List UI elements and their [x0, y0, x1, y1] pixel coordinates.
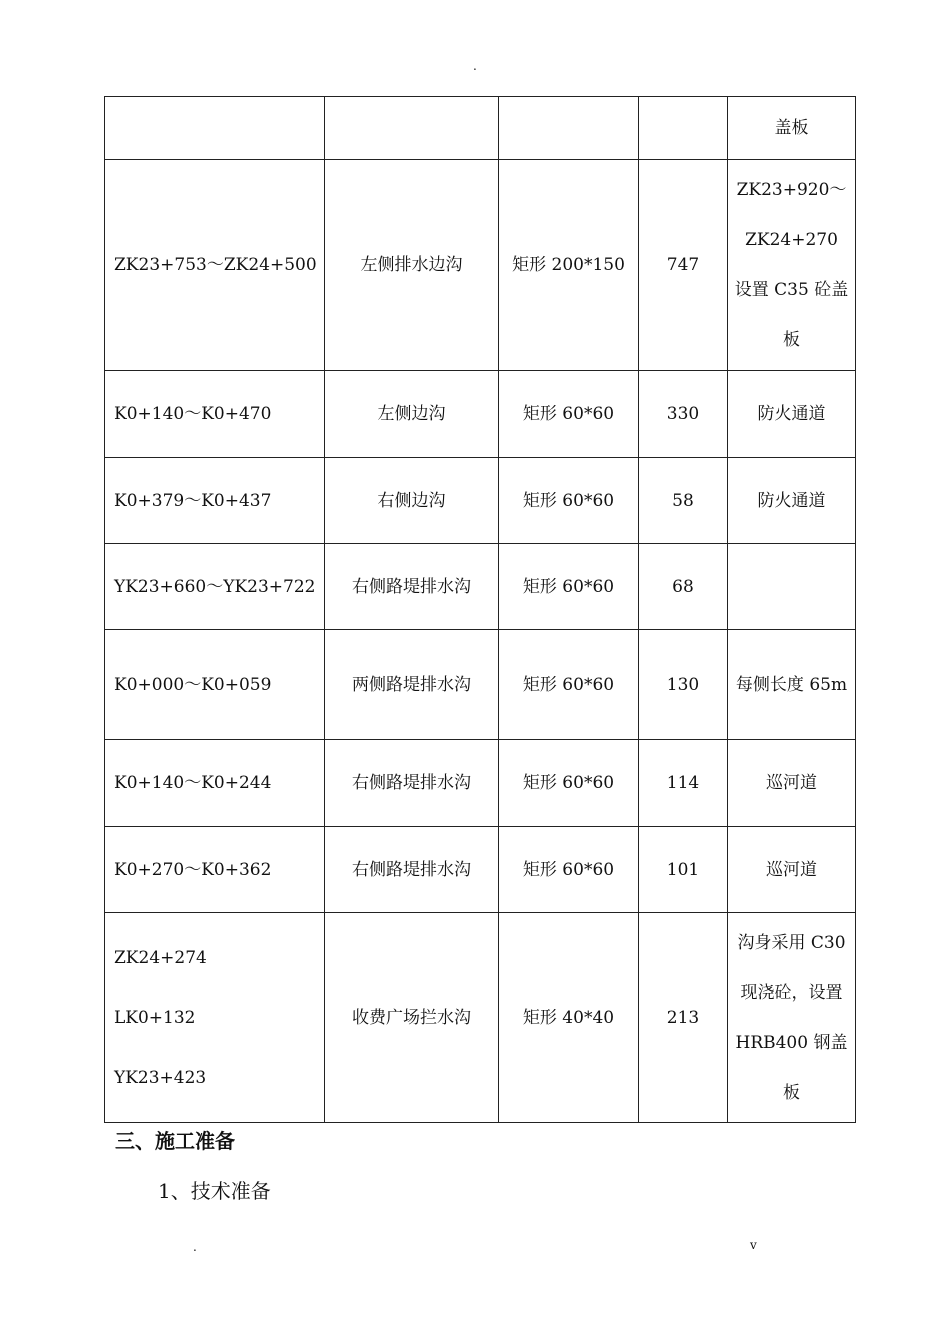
name-cell: 左侧边沟	[325, 371, 499, 458]
location-cell: K0+140～K0+470	[105, 371, 325, 458]
location-cell: YK23+660～YK23+722	[105, 544, 325, 630]
length-cell: 213	[639, 913, 728, 1123]
table-row	[105, 371, 856, 458]
section-cell: 矩形 60*60	[499, 630, 639, 740]
name-cell: 收费广场拦水沟	[325, 913, 499, 1123]
name-cell: 两侧路堤排水沟	[325, 630, 499, 740]
remark-cell: 盖板	[728, 97, 856, 160]
table-row	[105, 630, 856, 740]
table-row	[105, 544, 856, 630]
location-line: LK0+132	[114, 1007, 196, 1028]
section-cell: 矩形 60*60	[499, 458, 639, 544]
table-row	[105, 458, 856, 544]
table-row	[105, 827, 856, 913]
remark-cell	[728, 544, 856, 630]
remark-cell: 巡河道	[728, 740, 856, 827]
location-cell: K0+270～K0+362	[105, 827, 325, 913]
length-cell: 58	[639, 458, 728, 544]
remark-cell: 防火通道	[728, 371, 856, 458]
location-line: ZK24+274	[114, 947, 207, 968]
location-line: YK23+423	[114, 1067, 207, 1088]
table-row	[105, 740, 856, 827]
section-cell: 矩形 60*60	[499, 827, 639, 913]
remark-cell: 沟身采用 C30 现浇砼，设置 HRB400 钢盖板	[728, 913, 856, 1123]
length-cell: 114	[639, 740, 728, 827]
header-mark: .	[473, 59, 477, 73]
table-row	[105, 913, 856, 1123]
location-cell: K0+000～K0+059	[105, 630, 325, 740]
section-cell: 矩形 60*60	[499, 371, 639, 458]
length-cell: 101	[639, 827, 728, 913]
location-cell	[105, 913, 325, 1123]
name-cell: 右侧路堤排水沟	[325, 740, 499, 827]
section-cell: 矩形 200*150	[499, 160, 639, 371]
table-row	[105, 160, 856, 371]
length-cell: 330	[639, 371, 728, 458]
section-cell: 矩形 60*60	[499, 544, 639, 630]
length-cell: 68	[639, 544, 728, 630]
name-cell: 右侧边沟	[325, 458, 499, 544]
location-cell: K0+379～K0+437	[105, 458, 325, 544]
name-cell: 右侧路堤排水沟	[325, 827, 499, 913]
length-cell	[639, 97, 728, 160]
name-cell	[325, 97, 499, 160]
section-cell: 矩形 60*60	[499, 740, 639, 827]
section-cell: 矩形 40*40	[499, 913, 639, 1123]
location-cell: ZK23+753～ZK24+500	[105, 160, 325, 371]
subsection-heading: 1、技术准备	[158, 1179, 271, 1203]
length-cell: 130	[639, 630, 728, 740]
drainage-table	[104, 96, 856, 1123]
remark-cell: 每侧长度 65m	[728, 630, 856, 740]
section-heading: 三、施工准备	[115, 1129, 235, 1153]
footer-right-mark: v	[750, 1238, 757, 1252]
table-row	[105, 97, 856, 160]
name-cell: 左侧排水边沟	[325, 160, 499, 371]
footer-left-mark: .	[193, 1240, 197, 1254]
location-cell: K0+140～K0+244	[105, 740, 325, 827]
location-cell	[105, 97, 325, 160]
section-cell	[499, 97, 639, 160]
remark-cell: ZK23+920～ZK24+270 设置 C35 砼盖板	[728, 160, 856, 371]
remark-cell: 巡河道	[728, 827, 856, 913]
remark-cell: 防火通道	[728, 458, 856, 544]
name-cell: 右侧路堤排水沟	[325, 544, 499, 630]
length-cell: 747	[639, 160, 728, 371]
